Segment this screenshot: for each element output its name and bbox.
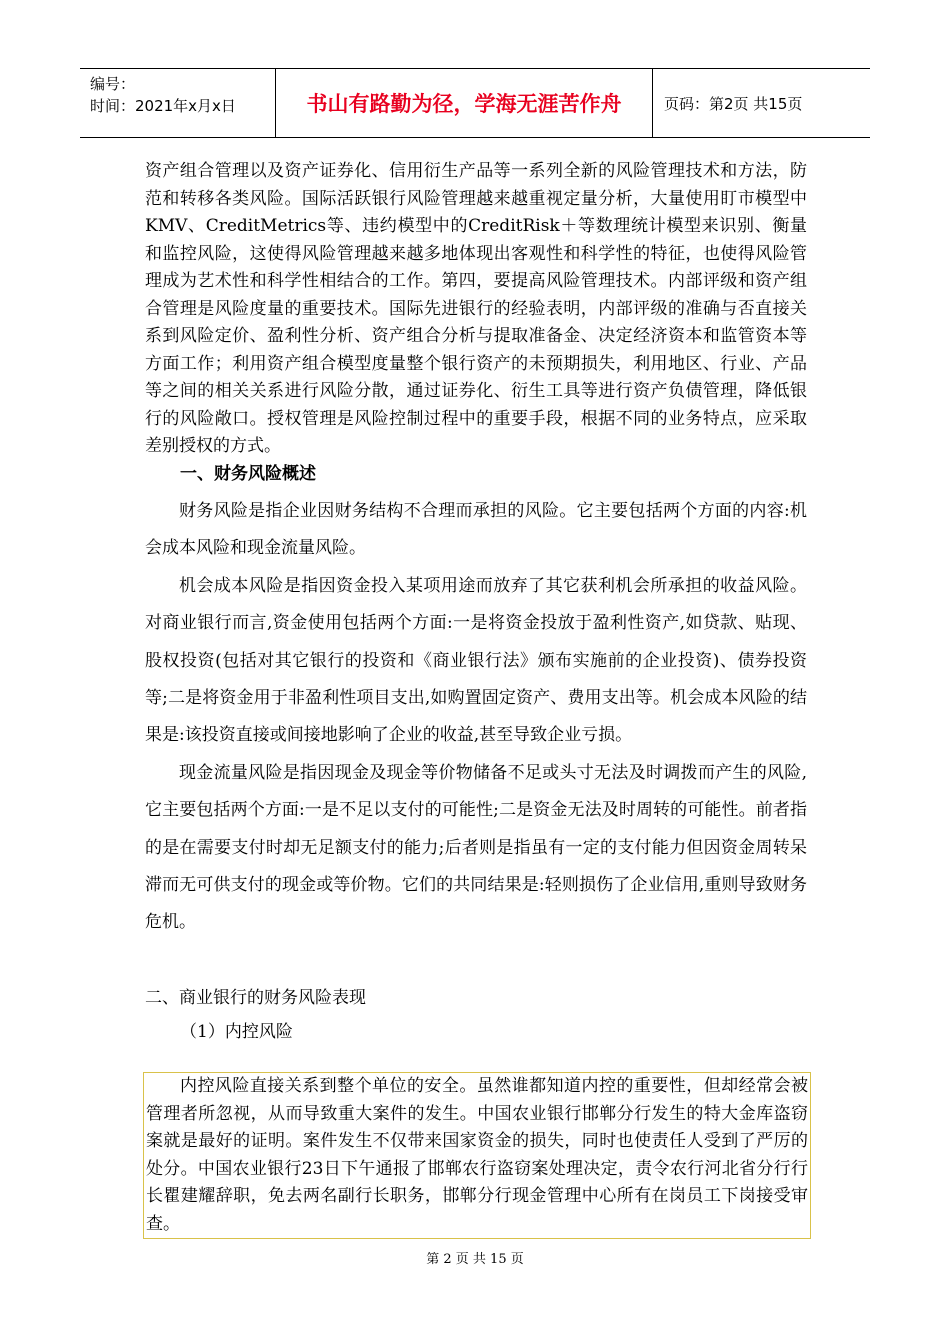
- intro-paragraph: 资产组合管理以及资产证券化、信用衍生产品等一系列全新的风险管理技术和方法，防范和转移各类风险。国际活跃银行风险管理越来越重视定量分析，大量使用盯市模型中KMV、CreditMetrics等、违约模型中的CreditRisk＋等数理统计模型来识别、衡量和监控风险，这使得风险管理越来越多地体现出客观性和科学性的特征，也使得风险管理成为艺术性和科学性相结合的工作。第四，要提高风险管理技术。内部评级和资产组合管理是风险度量的重要技术。国际先进银行的经验表明，内部评级的准确与否直接关系到风险定价、盈利性分析、资产组合分析与提取准备金、决定经济资本和监管资本等方面工作；利用资产组合模型度量整个银行资产的未预期损失，利用地区、行业、产品等之间的相关关系进行风险分散，通过证券化、衍生工具等进行资产负债管理，降低银行的风险敞口。授权管理是风险控制过程中的重要手段，根据不同的业务特点，应采取差别授权的方式。: [145, 161, 807, 456]
- section1-paragraph: 财务风险是指企业因财务结构不合理而承担的风险。它主要包括两个方面的内容:机会成本风险和现金流量风险。: [145, 501, 807, 559]
- header-page-info: 页码：第2页 共15页: [664, 94, 803, 113]
- page-header: [80, 68, 870, 138]
- number-label: 编号：: [90, 75, 136, 93]
- header-meta: [80, 69, 276, 137]
- section1-paragraph: 机会成本风险是指因资金投入某项用途而放弃了其它获利机会所承担的收益风险。对商业银行而言,资金使用包括两个方面:一是将资金投放于盈利性资产,如贷款、贴现、股权投资(包括对其它银行的投资和《商业银行法》颁布实施前的企业投资)、债券投资等;二是将资金用于非盈利性项目支出,如购置固定资产、费用支出等。机会成本风险的结果是:该投资直接或间接地影响了企业的收益,甚至导致企业亏损。: [145, 575, 807, 746]
- intro-section: [145, 158, 807, 461]
- subsection-heading: （1）内控风险: [180, 1022, 293, 1042]
- section2-heading: 二、商业银行的财务风险表现: [145, 988, 366, 1008]
- section1-paragraph: 现金流量风险是指因现金及现金等价物储备不足或头寸无法及时调拨而产生的风险,它主要包括两个方面:一是不足以支付的可能性;二是资金无法及时周转的可能性。前者指的是在需要支付时却无足额支付的能力;后者则是指虽有一定的支付能力但因资金周转呆滞而无可供支付的现金或等价物。它们的共同结果是:轻则损伤了企业信用,重则导致财务危机。: [145, 762, 807, 933]
- header-motto: 书山有路勤为径，学海无涯苦作舟: [276, 69, 653, 137]
- section1-heading: 一、财务风险概述: [180, 464, 316, 484]
- boxed-paragraph: 内控风险直接关系到整个单位的安全。虽然谁都知道内控的重要性，但却经常会被管理者所忽视，从而导致重大案件的发生。中国农业银行邯郸分行发生的特大金库盗窃案就是最好的证明。案件发生不仅带来国家资金的损失，同时也使责任人受到了严厉的处分。中国农业银行23日下午通报了邯郸农行盗窃案处理决定，责令农行河北省分行行长瞿建耀辞职，免去两名副行长职务，邯郸分行现金管理中心所有在岗员工下岗接受审查。: [146, 1076, 808, 1234]
- boxed-paragraph-frame: [143, 1072, 811, 1239]
- page-footer: 第 2 页 共 15 页: [426, 1252, 524, 1267]
- section1-body: [145, 493, 807, 942]
- time-label: 时间：2021年x月x日: [90, 97, 236, 115]
